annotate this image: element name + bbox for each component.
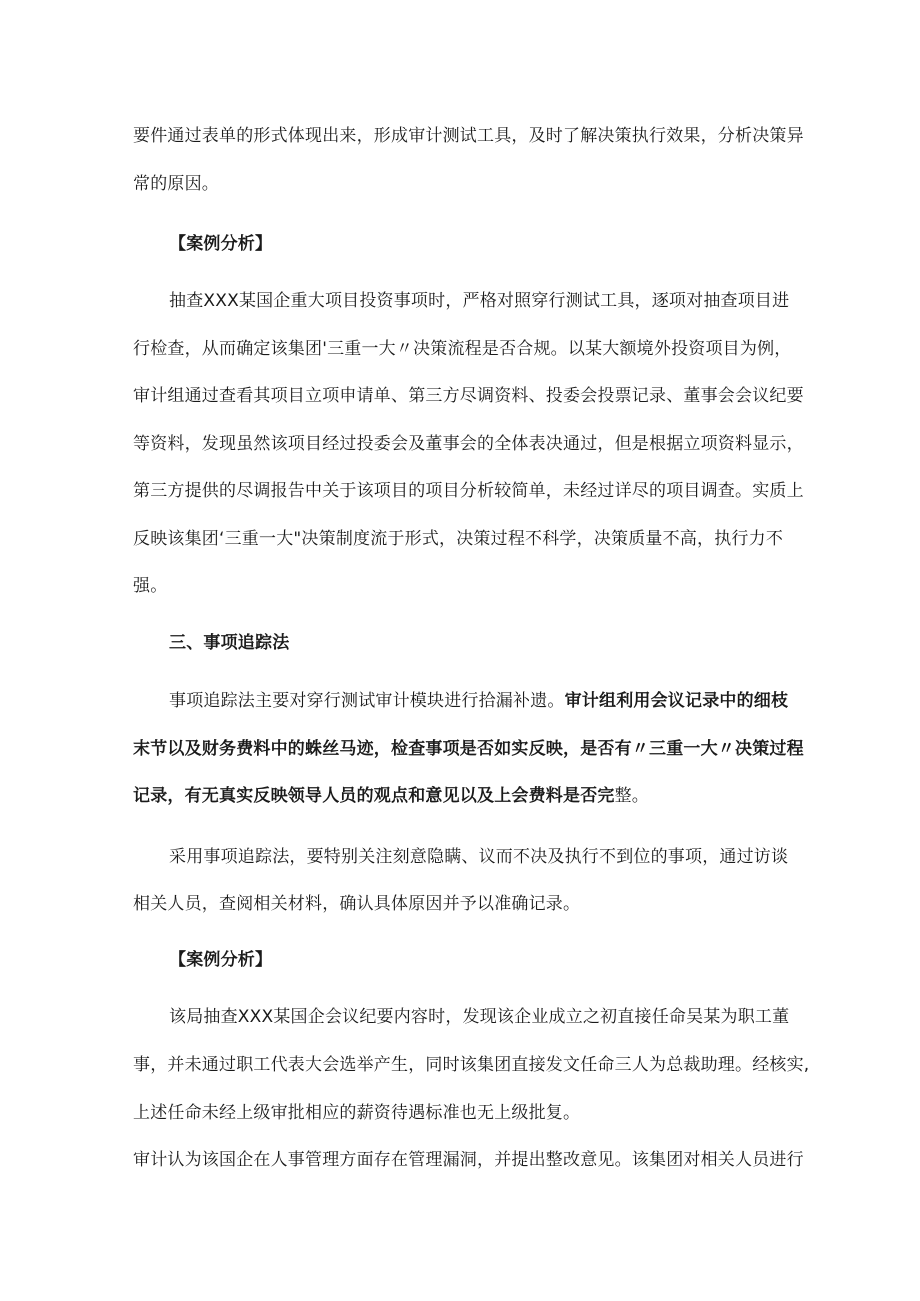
paragraph-line: 审计组通过查看其项目立项申请单、第三方尽调资料、投委会投票记录、董事会会议纪要 — [133, 386, 804, 406]
paragraph-line: 事，并未通过职工代表大会选举产生，同时该集团直接发文任命三人为总裁助理。经核实, — [133, 1055, 810, 1075]
emphasis-text: 记录，有无真实反映领导人员的观点和意见以及上会费料是否完 — [133, 786, 615, 806]
section-heading-case-analysis: 【案例分析】 — [169, 234, 273, 254]
paragraph-line: 行检查，从而确定该集团'三重一大〃决策流程是否合规。以某大额境外投资项目为例， — [133, 339, 792, 359]
paragraph-line: 该局抽查XXX某国企会议纪要内容时，发现该企业成立之初直接任命吴某为职工董 — [169, 1007, 790, 1027]
paragraph-text: 事项追踪法主要对穿行测试审计模块进行拾漏补遗。 — [169, 691, 565, 711]
paragraph-line: 常的原因。 — [133, 174, 219, 194]
paragraph-line: 采用事项追踪法，要特别关注刻意隐瞒、议而不决及执行不到位的事项，通过访谈 — [169, 847, 789, 867]
emphasis-text: 审计组利用会议记录中的细枝 — [564, 691, 789, 711]
paragraph-text: 整。 — [614, 786, 650, 806]
paragraph-line: 要件通过表单的形式体现出来，形成审计测试工具，及时了解决策执行效果，分析决策异 — [133, 126, 804, 146]
paragraph-line: 强。 — [133, 576, 168, 596]
paragraph-line: 抽查XXX某国企重大项目投资事项时，严格对照穿行测试工具，逐项对抽查项目进 — [169, 291, 790, 311]
section-heading-case-analysis: 【案例分析】 — [169, 950, 273, 970]
section-heading-event-tracking: 三、事项追踪法 — [169, 633, 290, 653]
emphasis-line: 末节以及财务费料中的蛛丝马迹，检查事项是否如实反映，是否有〃三重一大〃决策过程 — [133, 739, 804, 759]
paragraph-line — [133, 784, 649, 808]
paragraph-line: 相关人员，查阅相关材料，确认具体原因并予以准确记录。 — [133, 894, 581, 914]
paragraph-line: 上述任命未经上级审批相应的薪资待遇标准也无上级批复。 — [133, 1103, 581, 1123]
paragraph-line: 审计认为该国企在人事管理方面存在管理漏洞，并提出整改意见。该集团对相关人员进行 — [133, 1150, 804, 1170]
paragraph-line: 第三方提供的尽调报告中关于该项目的项目分析较简单，未经过详尽的项目调查。实质上 — [133, 481, 804, 501]
paragraph-line: 反映该集团‘三重一大"决策制度流于形式，决策过程不科学，决策质量不高，执行力不 — [133, 529, 784, 549]
paragraph-line — [169, 689, 788, 713]
paragraph-line: 等资料，发现虽然该项目经过投委会及董事会的全体表决通过，但是根据立项资料显示， — [133, 434, 804, 454]
